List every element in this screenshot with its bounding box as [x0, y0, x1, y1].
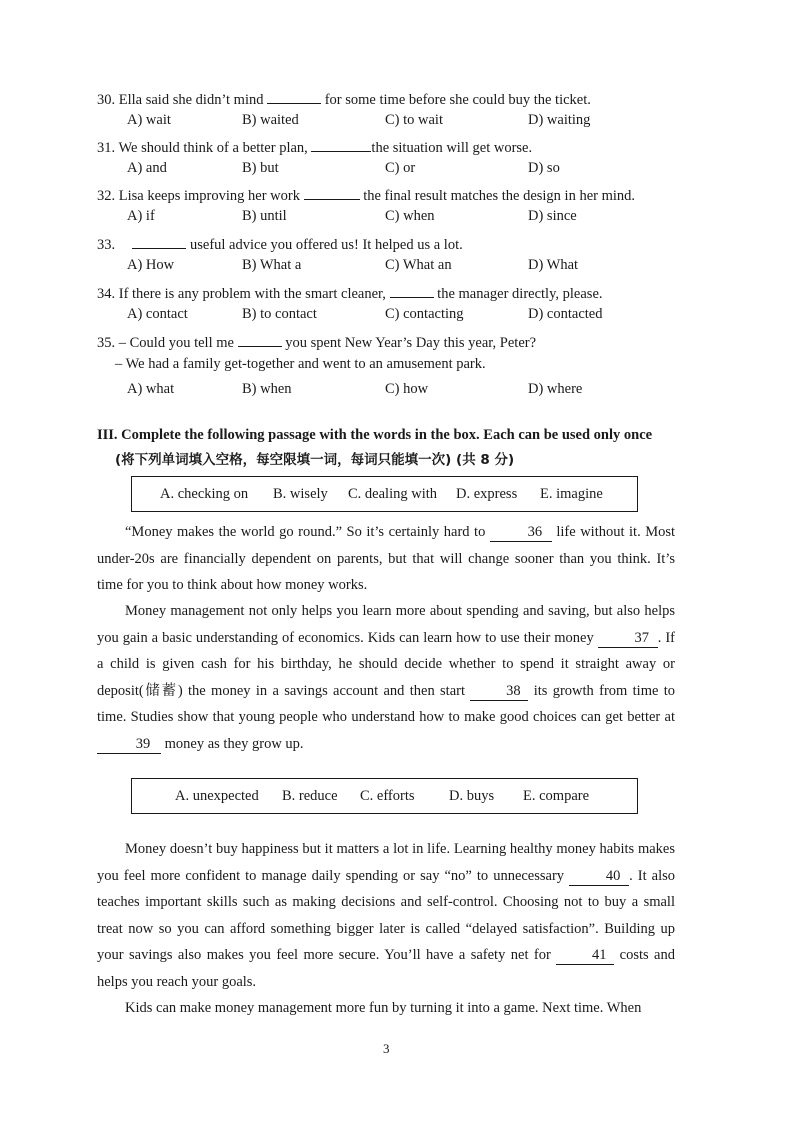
question-stem: you spent New Year’s Day this year, Peter?: [285, 335, 537, 351]
gap-37: 37: [598, 629, 658, 648]
option: B) waited: [242, 112, 299, 128]
word-choice: D. buys: [449, 788, 495, 804]
passage-text: . If a child is given cash for his birthday, he should decide whether to spend it straight away or deposit(储蓄) the money in a savings account and then start: [97, 629, 676, 699]
answer-blank: [390, 281, 434, 298]
answer-blank: [311, 135, 371, 152]
passage-text: life without it. Most under-20s are financially dependent on parents, but that will change sooner than you think. It’s time for you to think about how money works.: [97, 524, 676, 593]
page-number: 3: [383, 1041, 390, 1056]
word-choice: E. imagine: [540, 486, 603, 502]
gap-38: 38: [470, 682, 528, 701]
word-choice: D. express: [456, 486, 518, 502]
passage-text: . It also teaches important skills such as making decisions and self-control. Choosing not to buy a small treat now so you can afford something bigger later is called “delayed satisfaction”. Building up your savings also makes you feel more secure. You’ll have a safety net for: [97, 867, 675, 963]
question-33: [97, 232, 463, 254]
question-stem: for some time before she could buy the ticket.: [324, 92, 591, 108]
option: A) How: [127, 257, 175, 273]
word-box-2: [131, 778, 638, 814]
word-choice: B. reduce: [282, 788, 338, 804]
question-stem: the situation will get worse.: [371, 140, 533, 156]
question-stem: the manager directly, please.: [437, 286, 603, 302]
option: A) wait: [127, 112, 171, 128]
option: B) but: [242, 160, 279, 176]
answer-blank: [238, 330, 282, 347]
question-stem: 30. Ella said she didn’t mind: [97, 92, 264, 108]
question-stem: 33.: [97, 237, 116, 253]
option: D) since: [528, 208, 577, 224]
option: C) contacting: [385, 306, 464, 322]
word-choice: A. checking on: [160, 486, 249, 502]
question-31: [97, 135, 532, 157]
gap-36: 36: [490, 523, 552, 542]
question-stem: 35. – Could you tell me: [97, 335, 234, 351]
passage-text: Money management not only helps you learn more about spending and saving, but also helps you gain a basic understanding of economics. Kids can learn how to use their money: [97, 603, 675, 646]
option: C) when: [385, 208, 435, 224]
option: B) to contact: [242, 306, 317, 322]
passage-text: its growth from time to time. Studies show that young people who understand how to make good choices can get better at: [97, 682, 676, 725]
word-choice: C. efforts: [360, 788, 415, 804]
passage-paragraph-1: [97, 519, 675, 599]
option: D) so: [528, 160, 560, 176]
option: D) What: [528, 257, 579, 273]
passage-paragraph-3: [97, 836, 675, 995]
question-stem: 34. If there is any problem with the smart cleaner,: [97, 286, 386, 302]
question-34: [97, 281, 603, 303]
option: A) what: [127, 381, 175, 397]
gap-41: 41: [556, 946, 614, 965]
question-32: [97, 183, 635, 205]
option: B) until: [242, 208, 287, 224]
option: D) waiting: [528, 112, 591, 128]
option: C) or: [385, 160, 416, 176]
question-stem: 32. Lisa keeps improving her work: [97, 188, 300, 204]
option: D) contacted: [528, 306, 603, 322]
question-stem: useful advice you offered us! It helped us a lot.: [190, 237, 463, 253]
gap-39: 39: [97, 735, 161, 754]
passage-text: costs and helps you reach your goals.: [97, 947, 675, 990]
option: B) What a: [242, 257, 302, 273]
option: C) how: [385, 381, 429, 397]
answer-blank: [267, 87, 321, 104]
question-stem: the final result matches the design in her mind.: [363, 188, 636, 204]
word-choice: C. dealing with: [348, 486, 438, 502]
answer-blank: [304, 183, 360, 200]
word-choice: B. wisely: [273, 486, 328, 502]
section-heading: III. Complete the following passage with the words in the box. Each can be used only once: [97, 427, 653, 443]
passage-text: money as they grow up.: [164, 735, 304, 752]
option: A) contact: [127, 306, 188, 322]
option: D) where: [528, 381, 583, 397]
passage-paragraph-2: [97, 598, 675, 757]
passage-text: Money doesn’t buy happiness but it matters a lot in life. Learning healthy money habits makes you feel more confident to manage daily spending or say “no” to unnecessary: [97, 841, 675, 884]
option: C) What an: [385, 257, 452, 273]
dialogue-reply: – We had a family get-together and went to an amusement park.: [115, 356, 486, 372]
option: C) to wait: [385, 112, 443, 128]
section-subtitle: (将下列单词填入空格，每空限填一词，每词只能填一次) (共 8 分): [115, 452, 515, 468]
word-choice: E. compare: [523, 788, 590, 804]
option: A) and: [127, 160, 167, 176]
word-choice: A. unexpected: [175, 788, 259, 804]
question-30: [97, 87, 591, 109]
option: A) if: [127, 208, 155, 224]
option: B) when: [242, 381, 292, 397]
word-box-1: [131, 476, 638, 512]
gap-40: 40: [569, 867, 629, 886]
passage-paragraph-4: Kids can make money management more fun by turning it into a game. Next time. When: [125, 1000, 642, 1016]
passage-text: “Money makes the world go round.” So it’s certainly hard to: [125, 524, 486, 540]
question-35: [97, 330, 536, 352]
answer-blank: [132, 232, 186, 249]
question-stem: 31. We should think of a better plan,: [97, 140, 308, 156]
